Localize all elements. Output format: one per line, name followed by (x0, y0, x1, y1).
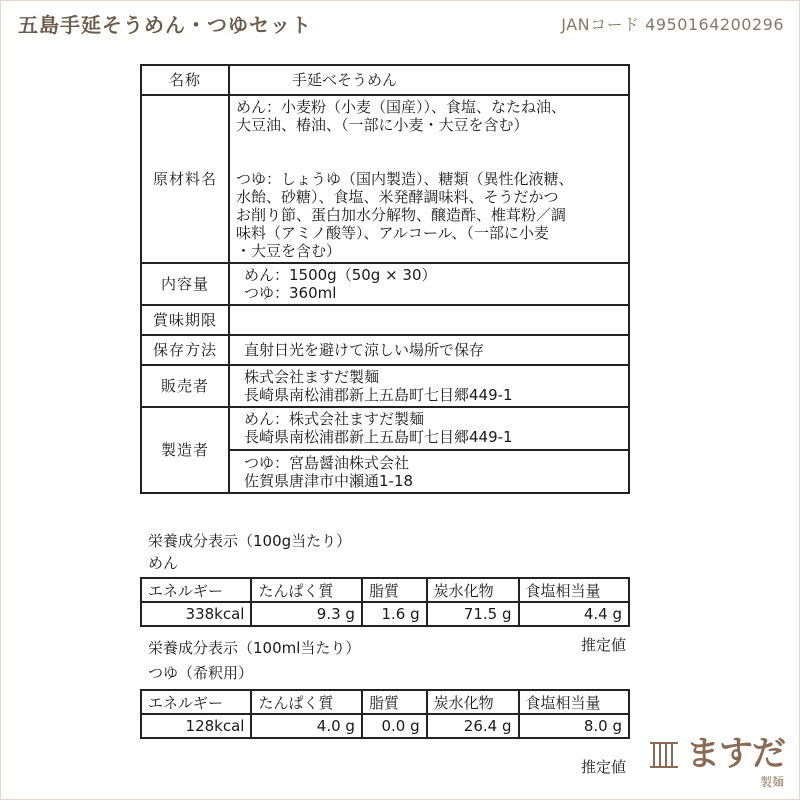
ingredients-tsuyu-line: お削り節、蛋白加水分解物、醸造酢、椎茸粉／調 (236, 206, 567, 224)
name-key: 名称 (141, 65, 229, 95)
storage-value: 直射日光を避けて涼しい場所で保存 (229, 335, 629, 365)
logo-text: ますだ (686, 734, 785, 774)
nutrition-value: 0.0 g (362, 714, 427, 738)
nutrition-men-title: 栄養成分表示（100g当たり） (148, 532, 352, 550)
page-header (0, 0, 800, 46)
content-line: つゆ：360ml (244, 284, 337, 302)
maker-key: 製造者 (141, 407, 229, 493)
nutrition-tsuyu-title: 栄養成分表示（100ml当たり） (148, 639, 361, 657)
nutrition-men-table (140, 577, 630, 627)
nutrition-men-subtitle: めん (148, 554, 179, 572)
name-value: 手延べそうめん (229, 65, 629, 95)
nutrition-value: 4.0 g (251, 714, 361, 738)
maker-value (229, 407, 629, 493)
nutrition-value: 8.0 g (519, 714, 630, 738)
seller-line: 株式会社ますだ製麺 (244, 368, 380, 386)
expiry-value (229, 305, 629, 335)
nutrition-header: たんぱく質 (251, 578, 361, 602)
seller-key: 販売者 (141, 365, 229, 407)
nutrition-header: 食塩相当量 (519, 690, 630, 714)
seller-value (229, 365, 629, 407)
nutrition-tsuyu-subtitle: つゆ（希釈用） (148, 664, 254, 682)
logo-subtext: 製麺 (759, 775, 784, 789)
nutrition-value: 4.4 g (519, 602, 630, 626)
content-key: 内容量 (141, 263, 229, 305)
storage-key: 保存方法 (141, 335, 229, 365)
ingredients-tsuyu-line: 味料（アミノ酸等）、アルコール、（一部に小麦 (236, 224, 549, 242)
nutrition-header: エネルギー (141, 578, 251, 602)
ingredients-value (229, 95, 629, 263)
nutrition-value: 338kcal (141, 602, 251, 626)
maker-men-line: めん：株式会社ますだ製麺 (244, 410, 425, 428)
nutrition-header: 脂質 (362, 578, 427, 602)
maker-tsuyu-line: つゆ：宮島醤油株式会社 (244, 454, 410, 472)
nutrition-value: 26.4 g (427, 714, 519, 738)
ingredients-tsuyu-line: 水飴、砂糖）、食塩、米発酵調味料、そうだかつ (236, 188, 559, 206)
seller-line: 長崎県南松浦郡新上五島町七目郷449-1 (244, 386, 513, 404)
brand-logo (648, 726, 788, 792)
nutrition-value: 9.3 g (251, 602, 361, 626)
nutrition-value: 71.5 g (427, 602, 519, 626)
maker-men-line: 長崎県南松浦郡新上五島町七目郷449-1 (244, 428, 513, 446)
nutrition-value: 1.6 g (362, 602, 427, 626)
nutrition-header: たんぱく質 (251, 690, 361, 714)
jan-code: JANコード 4950164200296 (561, 15, 784, 34)
nutrition-header: 脂質 (362, 690, 427, 714)
content-line: めん：1500g（50g × 30） (244, 266, 437, 284)
nutrition-header: 炭水化物 (427, 690, 519, 714)
nutrition-men-note: 推定値 (580, 636, 626, 654)
maker-tsuyu-line: 佐賀県唐津市中瀬通1-18 (244, 472, 414, 490)
page-title: 五島手延そうめん・つゆセット (18, 13, 312, 37)
nutrition-header: 炭水化物 (427, 578, 519, 602)
nutrition-header: 食塩相当量 (519, 578, 630, 602)
product-label-table (140, 64, 630, 494)
nutrition-header: エネルギー (141, 690, 251, 714)
nutrition-value: 128kcal (141, 714, 251, 738)
expiry-key: 賞味期限 (141, 305, 229, 335)
ingredients-tsuyu-line: ・大豆を含む） (236, 242, 342, 260)
nutrition-tsuyu-note: 推定値 (580, 758, 626, 776)
ingredients-men-line: 大豆油、椿油、（一部に小麦・大豆を含む） (236, 116, 529, 134)
ingredients-key: 原材料名 (141, 95, 229, 263)
nutrition-tsuyu-table (140, 689, 630, 739)
noodle-mark-icon (648, 740, 680, 770)
ingredients-men-line: めん：小麦粉（小麦（国産））、食塩、なたね油、 (236, 98, 567, 116)
content-value (229, 263, 629, 305)
ingredients-tsuyu-line: つゆ：しょうゆ（国内製造）、糖類（異性化液糖、 (236, 170, 574, 188)
